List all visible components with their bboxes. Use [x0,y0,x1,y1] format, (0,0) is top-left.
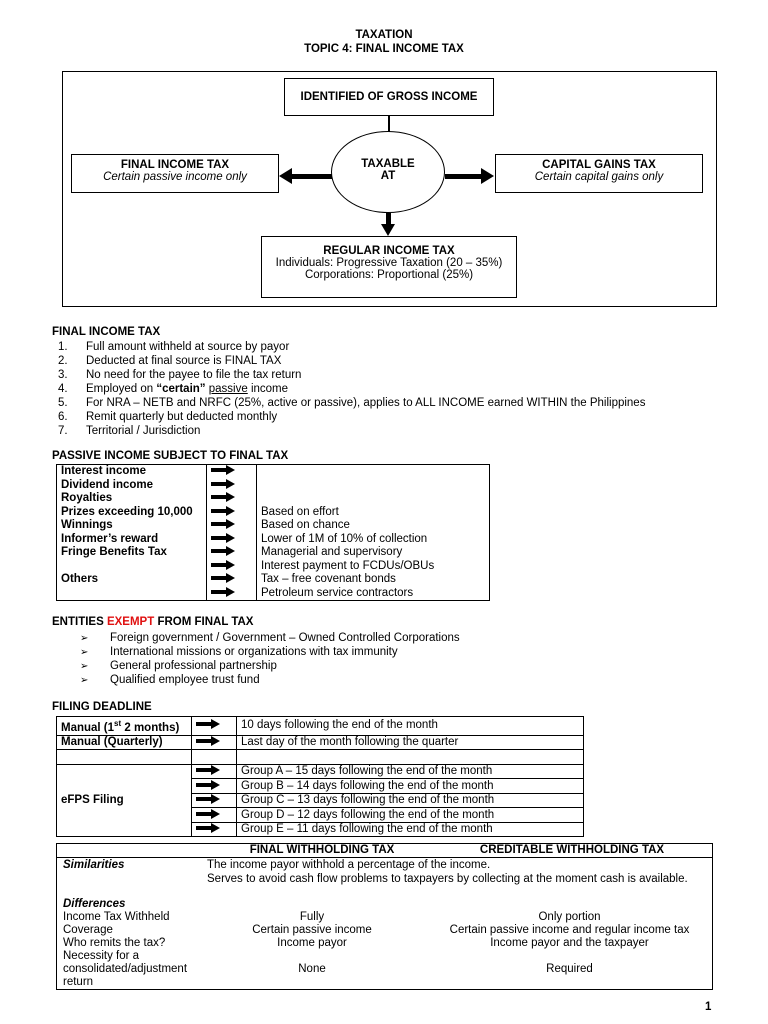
exempt-heading: ENTITIES EXEMPT FROM FINAL TAX [52,616,254,628]
left-arrow-icon [279,168,292,184]
diff-cwt: Required [546,963,593,975]
cwt-header: CREDITABLE WITHHOLDING TAX [479,844,665,856]
arrow-icon [211,520,235,528]
list-item: ➢ International missions or organizations with tax immunity [80,646,398,658]
diff-label: Necessity for a [63,950,140,962]
comparison-box [56,843,713,990]
diff-label: Income Tax Withheld [63,911,170,923]
arrow-icon [211,547,235,555]
similarity-line2: Serves to avoid cash flow problems to taxpayers by collecting at the moment cash is available. [207,873,688,885]
list-item: 3. No need for the payee to file the tax return [58,369,302,381]
down-arrow-icon [381,224,395,236]
arrow-icon [211,574,235,582]
arrow-icon [196,720,220,728]
capital-gains-tax-box [495,154,703,193]
comparison-header-rule [57,857,712,858]
page-topic: TOPIC 4: FINAL INCOME TAX [304,43,464,55]
bullet-arrow-icon: ➢ [80,647,89,658]
diff-fwt: None [298,963,326,975]
exempt-list [80,631,460,687]
page-number: 1 [705,1001,712,1013]
arrow-icon [211,561,235,569]
bullet-arrow-icon: ➢ [80,633,89,644]
arrow-icon [211,534,235,542]
diff-cwt: Income payor and the taxpayer [490,937,649,949]
arrow-icon [211,588,235,596]
final-income-tax-sub: Certain passive income only [103,171,247,183]
final-income-tax-heading: FINAL INCOME TAX [52,326,161,338]
at-label: AT [380,170,396,182]
arrow-icon [196,824,220,832]
taxable-label: TAXABLE [361,158,415,170]
arrow-icon [211,480,235,488]
diff-label: consolidated/adjustment [63,963,188,975]
final-income-tax-box [71,154,279,193]
right-arrow-icon [481,168,494,184]
list-item: 1. Full amount withheld at source by payor [58,341,290,353]
table-row: Group E – 11 days following the end of the month [57,822,584,837]
table-row [57,750,584,765]
bullet-arrow-icon: ➢ [80,661,89,672]
list-item: ➢ Qualified employee trust fund [80,674,260,686]
table-row: Prizes exceeding 10,000 Based on effort [57,506,490,520]
list-item: 6. Remit quarterly but deducted monthly [58,411,278,423]
list-item: ➢ Foreign government / Government – Owned Controlled Corporations [80,632,460,644]
diff-fwt: Fully [299,911,325,923]
table-row: Dividend income [57,479,490,493]
arrow-icon [211,493,235,501]
others-label: Others [57,560,207,601]
passive-income-heading: PASSIVE INCOME SUBJECT TO FINAL TAX [52,450,289,462]
regular-income-tax-line2: Corporations: Proportional (25%) [304,269,474,281]
fwt-header: FINAL WITHHOLDING TAX [249,844,395,856]
passive-income-table [56,464,490,601]
bullet-arrow-icon: ➢ [80,675,89,686]
list-item: ➢ General professional partnership [80,660,277,672]
capital-gains-tax-title: CAPITAL GAINS TAX [542,159,656,171]
table-row: Others Interest payment to FCDUs/OBUs [57,560,490,574]
table-row: Manual (1st 2 months) 10 days following the end of the month [57,717,584,736]
diff-label: return [63,976,94,988]
table-row: Royalties [57,492,490,506]
table-row: Tax – free covenant bonds [57,573,490,587]
left-arrow-shaft [290,174,332,179]
list-item: 5. For NRA – NETB and NRFC (25%, active or passive), applies to ALL INCOME earned WITHIN the Philippines [58,397,646,409]
final-income-tax-list [58,340,645,438]
capital-gains-tax-sub: Certain capital gains only [534,171,664,183]
arrow-icon [211,466,235,474]
table-row: Fringe Benefits Tax Managerial and supervisory [57,546,490,560]
filing-deadline-table [56,716,584,837]
regular-income-tax-box [261,236,517,298]
table-row: Interest income [57,465,490,479]
page-subject: TAXATION [355,29,413,41]
gross-income-box: IDENTIFIED OF GROSS INCOME [284,78,494,116]
arrow-icon [211,507,235,515]
table-row: Group C – 13 days following the end of the month [57,793,584,808]
table-row: Group D – 12 days following the end of the month [57,808,584,823]
arrow-icon [196,781,220,789]
regular-income-tax-line1: Individuals: Progressive Taxation (20 – 35%) [275,257,503,269]
filing-deadline-heading: FILING DEADLINE [52,701,152,713]
table-row: eFPS Filing Group A – 15 days following the end of the month [57,764,584,779]
table-row: Informer’s reward Lower of 1M of 10% of collection [57,533,490,547]
list-item: 7. Territorial / Jurisdiction [58,425,201,437]
table-row: Manual (Quarterly) Last day of the month following the quarter [57,735,584,750]
right-arrow-shaft [445,174,483,179]
diff-fwt: Certain passive income [252,924,372,936]
similarities-label: Similarities [63,859,125,871]
differences-label: Differences [63,898,126,910]
table-row: Group B – 14 days following the end of the month [57,779,584,794]
table-row: Petroleum service contractors [57,587,490,601]
list-item: 2. Deducted at final source is FINAL TAX [58,355,282,367]
arrow-icon [196,766,220,774]
table-row: Winnings Based on chance [57,519,490,533]
diff-cwt: Only portion [538,911,601,923]
list-item: 4. Employed on “certain” passive income [58,383,289,395]
arrow-icon [196,737,220,745]
arrow-icon [196,795,220,803]
taxable-at-ellipse [331,131,445,213]
regular-income-tax-title: REGULAR INCOME TAX [323,245,455,257]
diff-label: Coverage [63,924,113,936]
diff-label: Who remits the tax? [63,937,166,949]
diff-fwt: Income payor [277,937,347,949]
diff-cwt: Certain passive income and regular income tax [449,924,690,936]
similarity-line1: The income payor withhold a percentage of the income. [207,859,491,871]
efps-label: eFPS Filing [57,764,192,837]
final-income-tax-title: FINAL INCOME TAX [120,159,230,171]
arrow-icon [196,810,220,818]
